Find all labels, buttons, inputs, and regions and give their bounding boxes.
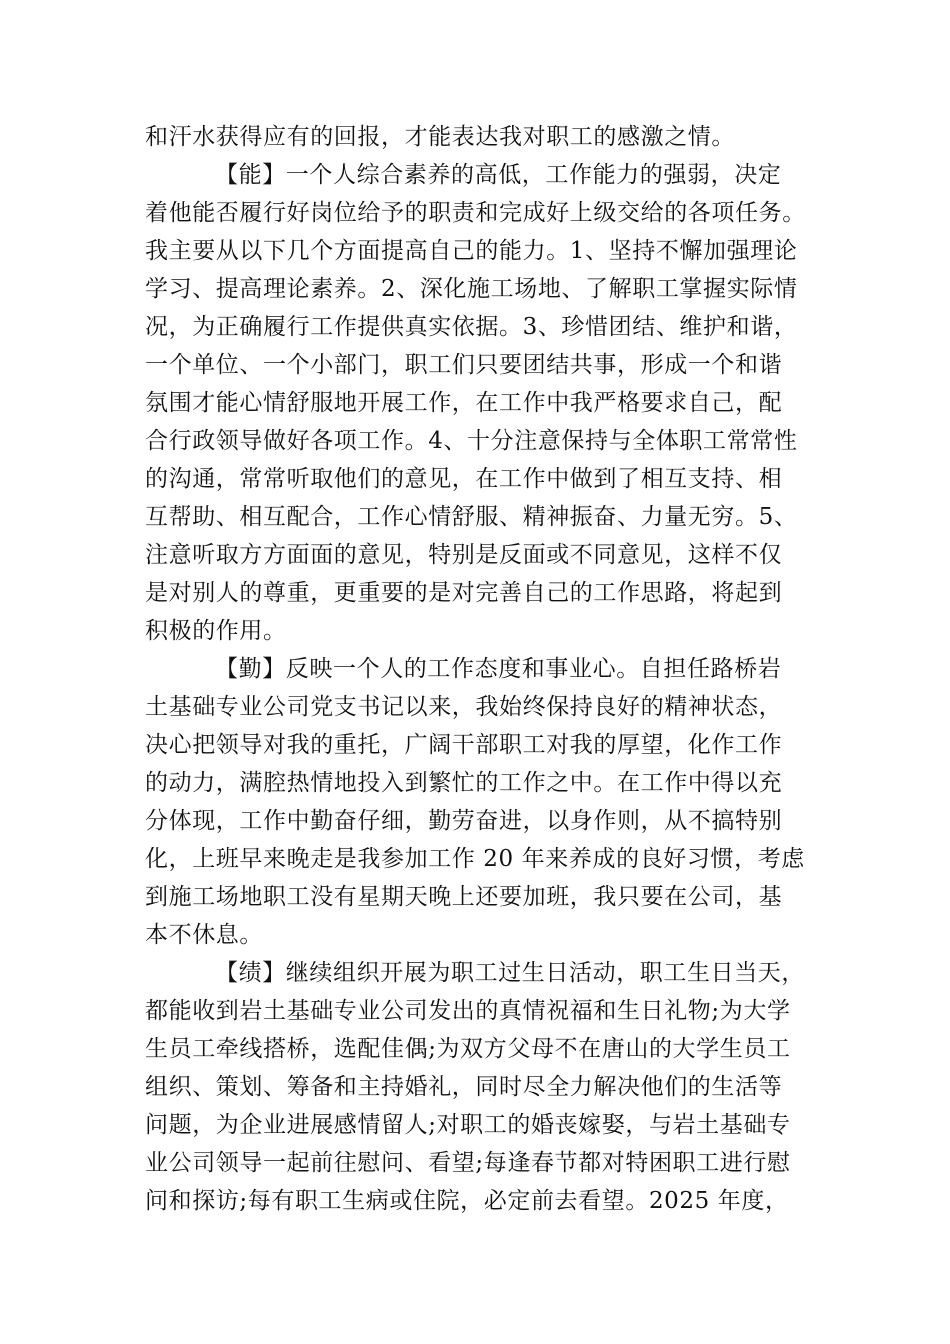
- text-line: 氛围才能心情舒服地开展工作，在工作中我严格要求自己，配: [145, 390, 783, 416]
- text-line: 业公司领导一起前往慰问、看望;每逢春节都对特困职工进行慰: [145, 1150, 791, 1176]
- text-line: 分体现，工作中勤奋仔细，勤劳奋进，以身作则，从不搞特别: [145, 808, 783, 834]
- text-line: 都能收到岩土基础专业公司发出的真情祝福和生日礼物;为大学: [145, 998, 791, 1024]
- text-line: 注意听取方方面面的意见，特别是反面或不同意见，这样不仅: [145, 542, 783, 568]
- text-line: 积极的作用。: [145, 618, 287, 644]
- text-line: 合行政领导做好各项工作。4、十分注意保持与全体职工常常性: [145, 428, 798, 454]
- text-line: 我主要从以下几个方面提高自己的能力。1、坚持不懈加强理论: [145, 238, 798, 264]
- text-line: 化，上班早来晚走是我参加工作 20 年来养成的良好习惯，考虑: [145, 846, 805, 872]
- text-line: 的动力，满腔热情地投入到繁忙的工作之中。在工作中得以充: [145, 770, 783, 796]
- text-line: 到施工场地职工没有星期天晚上还要加班，我只要在公司，基: [145, 884, 783, 910]
- text-line: 的沟通，常常听取他们的意见，在工作中做到了相互支持、相: [145, 466, 783, 492]
- text-line: 生员工牵线搭桥，选配佳偶;为双方父母不在唐山的大学生员工: [145, 1036, 791, 1062]
- text-line: 着他能否履行好岗位给予的职责和完成好上级交给的各项任务。: [145, 200, 806, 226]
- text-line: 互帮助、相互配合，工作心情舒服、精神振奋、力量无穷。5、: [145, 504, 798, 530]
- text-line: 一个单位、一个小部门，职工们只要团结共事，形成一个和谐: [145, 352, 783, 378]
- paragraph-first-line: 【勤】反映一个人的工作态度和事业心。自担任路桥岩: [215, 656, 782, 682]
- text-line: 问和探访;每有职工生病或住院，必定前去看望。2025 年度，: [145, 1188, 789, 1214]
- text-line: 问题，为企业进展感情留人;对职工的婚丧嫁娶，与岩土基础专: [145, 1112, 791, 1138]
- text-line: 土基础专业公司党支书记以来，我始终保持良好的精神状态，: [145, 694, 783, 720]
- text-line: 是对别人的尊重，更重要的是对完善自己的工作思路，将起到: [145, 580, 783, 606]
- text-line: 组织、策划、筹备和主持婚礼，同时尽全力解决他们的生活等: [145, 1074, 783, 1100]
- text-line: 和汗水获得应有的回报，才能表达我对职工的感激之情。: [145, 124, 735, 150]
- paragraph-first-line: 【能】一个人综合素养的高低，工作能力的强弱，决定: [215, 162, 782, 188]
- text-line: 况，为正确履行工作提供真实依据。3、珍惜团结、维护和谐，: [145, 314, 798, 340]
- paragraph-first-line: 【绩】继续组织开展为职工过生日活动，职工生日当天，: [215, 960, 805, 986]
- text-line: 决心把领导对我的重托，广阔干部职工对我的厚望，化作工作: [145, 732, 783, 758]
- text-line: 学习、提高理论素养。2、深化施工场地、了解职工掌握实际情: [145, 276, 798, 302]
- text-line: 本不休息。: [145, 922, 263, 948]
